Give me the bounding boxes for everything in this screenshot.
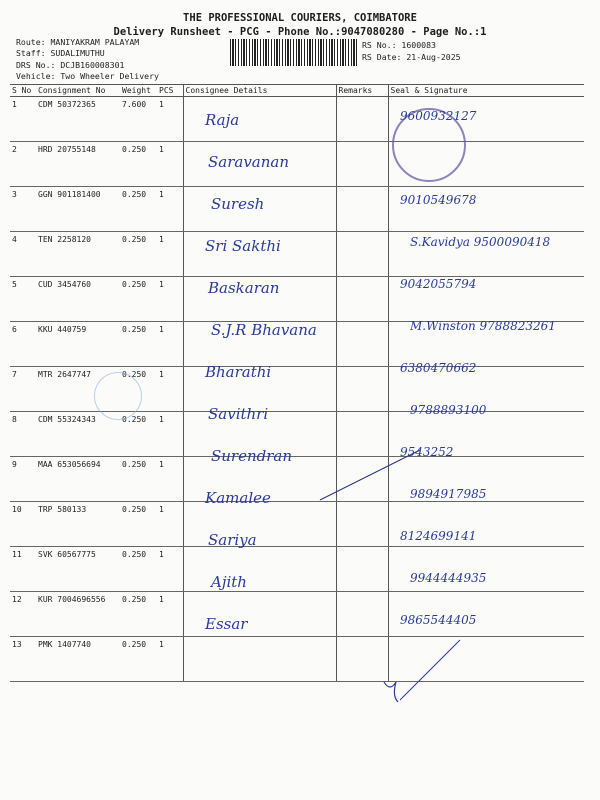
cell-sno: 4 <box>10 232 36 277</box>
cell-consignment: TRP 580133 <box>36 502 120 547</box>
cell-weight: 0.250 <box>120 412 157 457</box>
cell-weight: 0.250 <box>120 142 157 187</box>
consignee-handwriting: Surendran <box>211 447 293 465</box>
signature-handwriting: 9788893100 <box>410 403 487 417</box>
cell-weight: 0.250 <box>120 457 157 502</box>
cell-weight: 0.250 <box>120 277 157 322</box>
cell-weight: 0.250 <box>120 187 157 232</box>
cell-sno: 7 <box>10 367 36 412</box>
cell-weight: 0.250 <box>120 592 157 637</box>
cell-consignment: CDM 55324343 <box>36 412 120 457</box>
consignee-handwriting: Sri Sakthi <box>205 237 281 255</box>
consignee-handwriting: Ajith <box>211 573 247 591</box>
consignee-handwriting: Raja <box>205 111 240 129</box>
consignee-handwriting: S.J.R Bhavana <box>211 321 317 339</box>
cell-pcs: 1 <box>157 97 183 142</box>
cell-sno: 6 <box>10 322 36 367</box>
cell-consignment: MTR 2647747 <box>36 367 120 412</box>
staff-label: Staff: SUDALIMUTHU <box>16 48 105 58</box>
cell-sno: 8 <box>10 412 36 457</box>
consignee-handwriting: Sariya <box>208 531 257 549</box>
signature-handwriting: 9944444935 <box>410 571 487 585</box>
consignee-handwriting: Saravanan <box>208 153 290 171</box>
company-title: THE PROFESSIONAL COURIERS, COIMBATORE <box>183 12 417 24</box>
consignee-handwriting: Savithri <box>208 405 269 423</box>
signature-handwriting: M.Winston 9788823261 <box>410 319 556 333</box>
route-label: Route: MANIYAKRAM PALAYAM <box>16 37 140 47</box>
cell-pcs: 1 <box>157 412 183 457</box>
signature-handwriting: 9865544405 <box>400 613 477 627</box>
cell-consignment: PMK 1407740 <box>36 637 120 682</box>
cell-pcs: 1 <box>157 502 183 547</box>
cell-consignment: GGN 901181400 <box>36 187 120 232</box>
cell-consignment: TEN 2258120 <box>36 232 120 277</box>
consignee-handwriting: Bharathi <box>205 363 272 381</box>
cell-weight: 0.250 <box>120 502 157 547</box>
consignee-handwriting: Suresh <box>211 195 265 213</box>
cell-weight: 0.250 <box>120 232 157 277</box>
consignee-handwriting: Kamalee <box>205 489 271 507</box>
cell-sno: 10 <box>10 502 36 547</box>
consignee-handwriting: Essar <box>205 615 248 633</box>
cell-pcs: 1 <box>157 457 183 502</box>
rs-number: RS No.: 1600083 <box>362 40 436 50</box>
cell-weight: 0.250 <box>120 367 157 412</box>
cell-pcs: 1 <box>157 547 183 592</box>
rs-date: RS Date: 21-Aug-2025 <box>362 52 461 62</box>
cell-weight: 7.600 <box>120 97 157 142</box>
column-header: S No <box>10 85 36 97</box>
signature-handwriting: 9600932127 <box>400 109 477 123</box>
cell-pcs: 1 <box>157 592 183 637</box>
cell-consignment: MAA 653056694 <box>36 457 120 502</box>
cell-consignment: KKU 440759 <box>36 322 120 367</box>
cell-sno: 11 <box>10 547 36 592</box>
cell-pcs: 1 <box>157 232 183 277</box>
pen-mark <box>384 682 398 702</box>
cell-pcs: 1 <box>157 367 183 412</box>
cell-consignment: HRD 20755148 <box>36 142 120 187</box>
cell-sno: 2 <box>10 142 36 187</box>
cell-pcs: 1 <box>157 187 183 232</box>
cell-consignment: CDM 50372365 <box>36 97 120 142</box>
column-header: Consignee Details <box>183 85 336 97</box>
drs-number: DRS No.: DCJB160008301 <box>16 60 125 70</box>
cell-pcs: 1 <box>157 637 183 682</box>
vehicle-label: Vehicle: Two Wheeler Delivery <box>16 71 159 81</box>
cell-weight: 0.250 <box>120 322 157 367</box>
signature-handwriting: 6380470662 <box>400 361 477 375</box>
cell-sno: 1 <box>10 97 36 142</box>
signature-handwriting: 9042055794 <box>400 277 477 291</box>
pen-stroke <box>320 450 420 500</box>
signature-handwriting: 8124699141 <box>400 529 477 543</box>
signature-handwriting: S.Kavidya 9500090418 <box>410 235 551 249</box>
runsheet-subtitle: Delivery Runsheet - PCG - Phone No.:9047080280 - Page No.:1 <box>113 26 487 38</box>
column-header: Weight <box>120 85 157 97</box>
cell-pcs: 1 <box>157 142 183 187</box>
pen-stroke <box>400 640 460 700</box>
cell-pcs: 1 <box>157 277 183 322</box>
column-header: PCS <box>157 85 183 97</box>
cell-pcs: 1 <box>157 322 183 367</box>
column-header: Seal & Signature <box>388 85 584 97</box>
consignee-handwriting: Baskaran <box>208 279 280 297</box>
cell-weight: 0.250 <box>120 637 157 682</box>
column-header: Remarks <box>336 85 388 97</box>
signature-handwriting: 9894917985 <box>410 487 487 501</box>
cell-consignment: SVK 60567775 <box>36 547 120 592</box>
signature-handwriting: 9543252 <box>400 445 454 459</box>
cell-sno: 13 <box>10 637 36 682</box>
cell-weight: 0.250 <box>120 547 157 592</box>
cell-consignment: KUR 7004696556 <box>36 592 120 637</box>
cell-sno: 5 <box>10 277 36 322</box>
cell-sno: 12 <box>10 592 36 637</box>
column-header: Consignment No <box>36 85 120 97</box>
signature-handwriting: 9010549678 <box>400 193 477 207</box>
cell-sno: 9 <box>10 457 36 502</box>
cell-consignment: CUD 3454760 <box>36 277 120 322</box>
cell-sno: 3 <box>10 187 36 232</box>
